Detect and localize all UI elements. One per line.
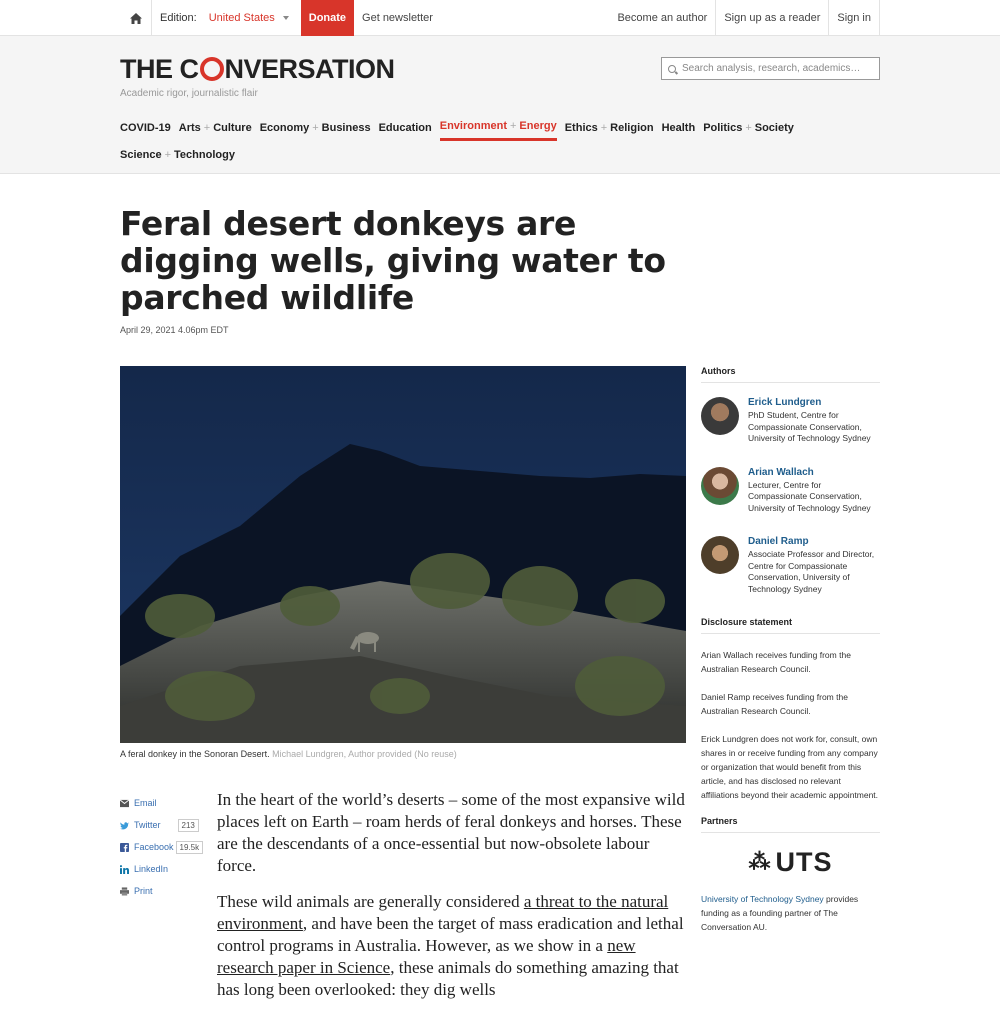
twitter-count: 213 bbox=[178, 819, 199, 832]
author-name[interactable]: Erick Lundgren bbox=[748, 397, 822, 408]
section-nav bbox=[120, 114, 840, 168]
nav-item-label: Culture bbox=[213, 121, 252, 134]
nav-item-label: Science bbox=[120, 148, 162, 161]
disclosure-text: Arian Wallach receives funding from the Australian Research Council. bbox=[701, 650, 851, 674]
partner-link[interactable]: University of Technology Sydney bbox=[701, 894, 824, 904]
nav-plus-separator: + bbox=[164, 148, 172, 161]
author-card[interactable] bbox=[701, 536, 880, 595]
partner-description: provides funding as a founding partner of The Conversation AU. bbox=[701, 894, 859, 932]
email-icon bbox=[120, 799, 129, 808]
author-name[interactable]: Arian Wallach bbox=[748, 466, 814, 478]
nav-item[interactable] bbox=[662, 114, 696, 141]
share-print[interactable] bbox=[120, 880, 203, 902]
nav-item-label: Health bbox=[661, 121, 696, 134]
share-twitter-label: Twitter bbox=[134, 820, 161, 830]
nav-item-label: Education bbox=[378, 121, 432, 134]
disclosure-text: Daniel Ramp receives funding from the Australian Research Council. bbox=[701, 692, 848, 716]
article-title: Feral desert donkeys are digging wells, giving water to parched wildlife bbox=[120, 204, 666, 317]
logo-text-end: NVERSATION bbox=[224, 54, 395, 84]
top-bar bbox=[0, 0, 1000, 36]
nav-item-label: Arts bbox=[178, 121, 201, 134]
partner-text bbox=[701, 892, 880, 934]
paragraph-2-text-b: , and have been the target of mass eradication and lethal control programs in Australia. However, as we show in a bbox=[217, 914, 684, 955]
site-header bbox=[0, 36, 1000, 174]
disclosure-heading: Disclosure statement bbox=[701, 617, 880, 634]
photo-credit: Michael Lundgren, Author provided (No reuse) bbox=[272, 749, 457, 759]
partners-heading: Partners bbox=[701, 816, 880, 833]
avatar[interactable] bbox=[701, 467, 739, 505]
nav-plus-separator: + bbox=[745, 121, 752, 134]
share-tools bbox=[120, 792, 203, 902]
disclosure-text: Erick Lundgren does not work for, consult, own shares in or receive funding from any company or organization that would benefit from this article, and has disclosed no relevant affiliations beyond their academic appointment. bbox=[701, 734, 879, 800]
nav-item-label: Environment bbox=[439, 120, 507, 132]
nav-item-label: Ethics bbox=[564, 121, 598, 134]
share-twitter[interactable] bbox=[120, 814, 203, 836]
author-card[interactable] bbox=[701, 467, 880, 515]
facebook-count: 19.5k bbox=[176, 841, 204, 854]
become-author-link[interactable]: Become an author bbox=[617, 12, 708, 24]
disclosure-statement bbox=[701, 648, 880, 802]
nav-item-label: Energy bbox=[519, 120, 557, 132]
share-facebook-label: Facebook bbox=[134, 842, 174, 852]
site-logo[interactable] bbox=[120, 54, 395, 85]
nav-item[interactable] bbox=[260, 114, 371, 141]
newsletter-link[interactable]: Get newsletter bbox=[362, 12, 433, 24]
nav-plus-separator: + bbox=[509, 120, 517, 132]
author-role: Associate Professor and Director, Centre for Compassionate Conservation, University of Technology Sydney bbox=[748, 549, 875, 594]
avatar[interactable] bbox=[701, 397, 739, 435]
chevron-down-icon bbox=[283, 16, 289, 20]
nav-plus-separator: + bbox=[203, 121, 211, 134]
search-input[interactable] bbox=[661, 57, 880, 80]
article-date: April 29, 2021 4.06pm EDT bbox=[120, 325, 229, 335]
edition-selector[interactable] bbox=[152, 0, 297, 36]
nav-item-label: Economy bbox=[259, 121, 310, 134]
article-sidebar bbox=[701, 366, 880, 934]
home-icon[interactable] bbox=[120, 0, 152, 36]
paragraph-2-text-a: These wild animals are generally considered bbox=[217, 892, 524, 911]
share-email-label: Email bbox=[134, 798, 157, 808]
nav-item[interactable] bbox=[565, 114, 654, 141]
nav-item-label: Religion bbox=[610, 121, 654, 134]
paragraph-2-text-c: , these animals do something amazing that has long been overlooked: they dig wells bbox=[217, 958, 679, 999]
signin-link[interactable]: Sign in bbox=[828, 0, 880, 36]
speech-bubble-icon bbox=[200, 57, 224, 81]
author-card[interactable] bbox=[701, 397, 880, 445]
search-icon bbox=[668, 65, 676, 73]
nav-item[interactable] bbox=[379, 114, 432, 141]
article-body bbox=[217, 789, 687, 1015]
authors-heading: Authors bbox=[701, 366, 880, 383]
share-facebook[interactable] bbox=[120, 836, 203, 858]
nav-item-label: Technology bbox=[174, 148, 235, 161]
facebook-icon bbox=[120, 843, 129, 852]
twitter-icon bbox=[120, 821, 129, 830]
nav-item-label: Society bbox=[754, 121, 794, 134]
share-linkedin-label: LinkedIn bbox=[134, 864, 169, 874]
edition-label: Edition: bbox=[160, 12, 197, 24]
author-role: Lecturer, Centre for Compassionate Conservation, University of Technology Sydney bbox=[748, 479, 871, 513]
edition-value[interactable]: United States bbox=[208, 12, 275, 24]
article-photo bbox=[120, 366, 686, 743]
paragraph-1: In the heart of the world’s deserts – some of the most expansive wild places left on Earth – roam herds of feral donkeys and horses. These are the descendants of a once-essential but now-obsolete labour force. bbox=[217, 790, 685, 875]
donate-button[interactable]: Donate bbox=[301, 0, 354, 36]
nav-item[interactable] bbox=[703, 114, 794, 141]
share-print-label: Print bbox=[134, 886, 153, 896]
photo-caption bbox=[120, 749, 457, 759]
nav-plus-separator: + bbox=[600, 121, 608, 134]
threat-link[interactable]: a threat to the natural environment bbox=[217, 892, 669, 933]
caption-text: A feral donkey in the Sonoran Desert. bbox=[120, 749, 270, 759]
search-placeholder: Search analysis, research, academics… bbox=[682, 63, 861, 74]
author-name[interactable]: Daniel Ramp bbox=[748, 536, 809, 547]
share-email[interactable] bbox=[120, 792, 203, 814]
print-icon bbox=[120, 887, 129, 896]
nav-item[interactable] bbox=[179, 114, 252, 141]
author-role: PhD Student, Centre for Compassionate Conservation, University of Technology Sydney bbox=[748, 410, 871, 443]
uts-logo[interactable] bbox=[701, 847, 880, 878]
share-linkedin[interactable] bbox=[120, 858, 203, 880]
science-paper-link[interactable]: new research paper in Science bbox=[217, 936, 636, 977]
nav-item[interactable] bbox=[120, 141, 235, 168]
nav-item-label: Business bbox=[321, 121, 371, 134]
nav-item[interactable] bbox=[440, 114, 557, 141]
nav-item[interactable] bbox=[120, 114, 171, 141]
avatar[interactable] bbox=[701, 536, 739, 574]
uts-crest-icon: ⁂ bbox=[748, 849, 772, 874]
nav-item-label: Politics bbox=[703, 121, 743, 134]
logo-text-start: THE C bbox=[120, 54, 199, 84]
paragraph-2 bbox=[217, 891, 687, 1001]
signup-link[interactable]: Sign up as a reader bbox=[715, 0, 828, 36]
uts-logo-text: UTS bbox=[775, 847, 833, 877]
nav-item-label: COVID-19 bbox=[120, 121, 171, 134]
nav-plus-separator: + bbox=[312, 121, 319, 134]
tagline: Academic rigor, journalistic flair bbox=[120, 88, 258, 99]
linkedin-icon bbox=[120, 865, 129, 874]
